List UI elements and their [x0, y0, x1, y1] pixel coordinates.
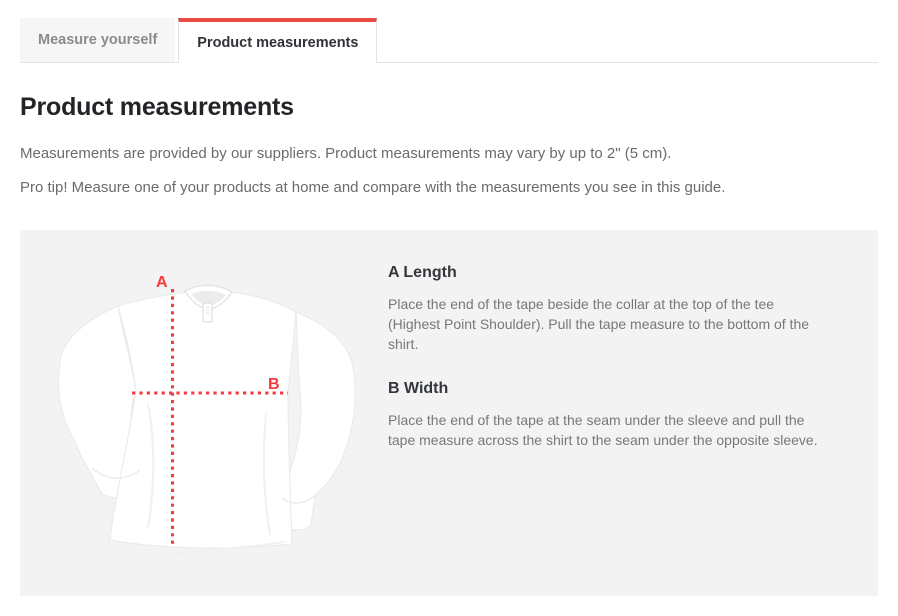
tab-measure-yourself-label: Measure yourself [38, 32, 158, 48]
intro-suppliers-note: Measurements are provided by our suppliers. Product measurements may vary by up to 2" (5 cm). [20, 145, 672, 162]
tab-product-measurements[interactable] [178, 18, 377, 63]
width-section-text: Place the end of the tape at the seam under the sleeve and pull the tape measure across the shirt to the seam under the opposite sleeve. [388, 412, 818, 448]
measurement-guide-panel [20, 230, 878, 596]
tab-panel-product-measurements [0, 93, 898, 198]
size-guide-tabbar [20, 0, 878, 63]
long-sleeve-shirt-illustration [52, 244, 362, 569]
shirt-neck-tag [203, 303, 212, 322]
page-title: Product measurements [20, 93, 294, 121]
marker-a-label: A [156, 274, 168, 291]
marker-b-label: B [268, 376, 280, 393]
intro-pro-tip: Pro tip! Measure one of your products at home and compare with the measurements you see in this guide. [20, 179, 726, 196]
shirt-body [110, 292, 296, 548]
tab-product-measurements-label: Product measurements [197, 34, 359, 51]
length-section-text: Place the end of the tape beside the collar at the top of the tee (Highest Point Shoulder). Pull the tape measure to the bottom of the shirt. [388, 296, 810, 352]
width-section-title: B Width [388, 380, 449, 397]
shirt-measurement-figure [52, 244, 362, 596]
tab-measure-yourself[interactable] [20, 18, 175, 62]
length-section-title: A Length [388, 264, 457, 281]
measurement-instructions [388, 244, 828, 596]
